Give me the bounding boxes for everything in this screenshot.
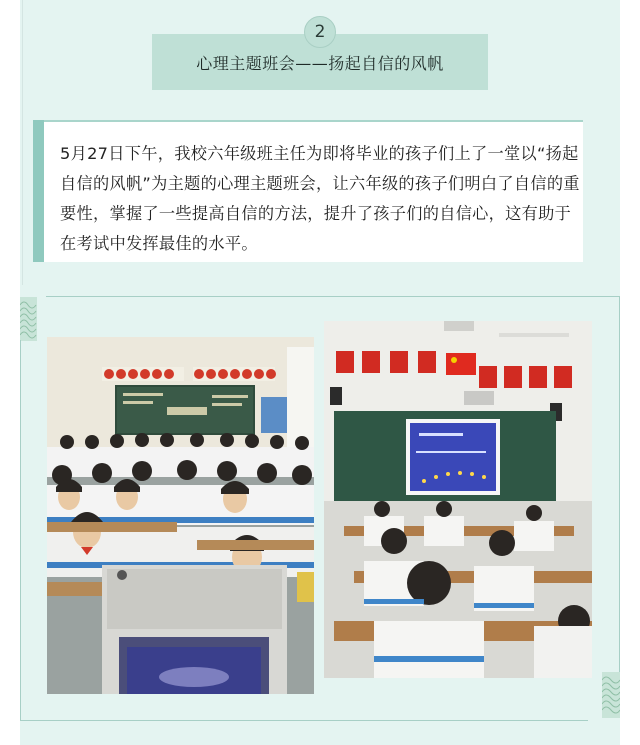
- classroom-photo-right: [324, 321, 592, 678]
- section-title: 心理主题班会——扬起自信的风帆: [152, 34, 488, 90]
- frame-right-line: [619, 296, 620, 672]
- wave-pattern-icon: [602, 672, 620, 718]
- projector-device: [102, 565, 287, 694]
- frame-top-line: [46, 296, 620, 297]
- paragraph-accent-bar: [33, 120, 44, 262]
- wave-pattern-icon: [20, 297, 37, 341]
- section-number-badge: 2: [304, 16, 336, 48]
- flag: [446, 353, 476, 375]
- paragraph-card: [33, 120, 583, 262]
- panel-edge-line: [22, 0, 23, 285]
- classroom-photo-left: [47, 337, 314, 694]
- frame-left-line: [20, 340, 21, 720]
- paragraph-top-line: [44, 120, 583, 122]
- frame-bottom-line: [20, 720, 588, 721]
- paragraph-text: 5月27日下午，我校六年级班主任为即将毕业的孩子们上了一堂以“扬起自信的风帆”为主题的心理主题班会，让六年级的孩子们明白了自信的重要性，掌握了一些提高自信的方法，提升了孩子们的自信心，这有助于在考试中发挥最佳的水平。: [60, 144, 580, 253]
